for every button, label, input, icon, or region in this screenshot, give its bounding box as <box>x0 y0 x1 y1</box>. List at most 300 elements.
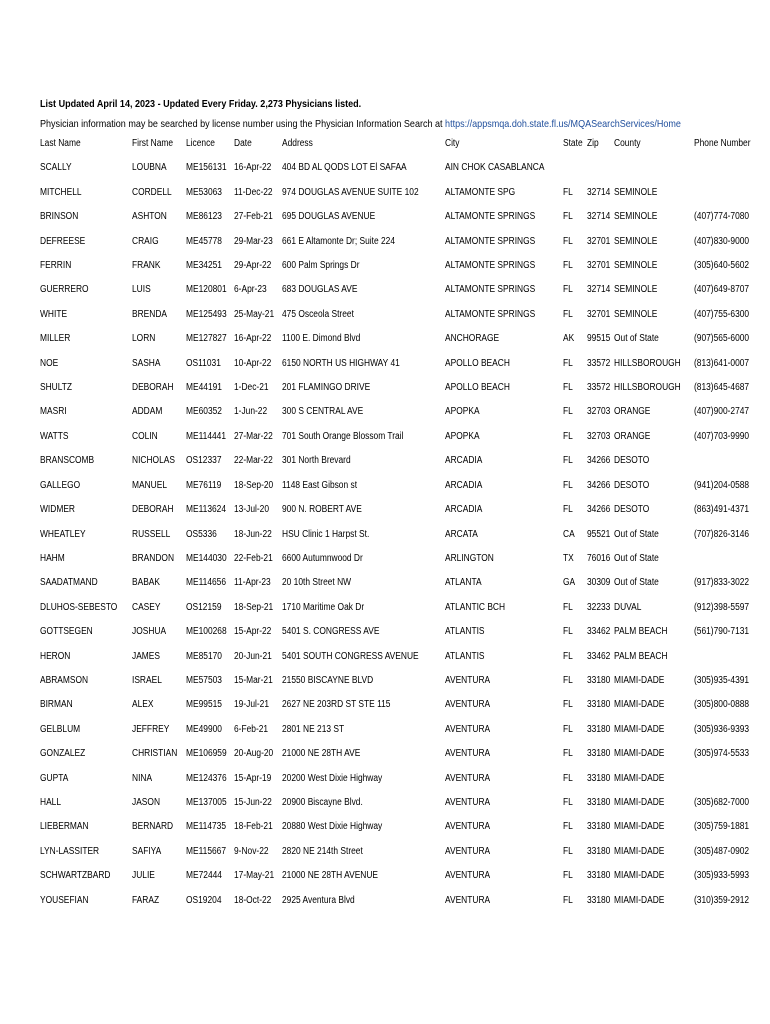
cell-text: FARAZ <box>132 894 160 906</box>
cell-text: ATLANTIS <box>444 650 485 662</box>
cell-first-name <box>132 596 186 620</box>
cell-text: CHRISTIAN <box>132 748 178 760</box>
cell-date <box>234 718 282 742</box>
cell-first-name <box>132 449 186 473</box>
cell-licence <box>186 523 234 547</box>
cell-state <box>563 718 586 742</box>
cell-text: (305)640-5602 <box>693 260 749 272</box>
cell-licence <box>186 303 234 327</box>
column-header-label: Address <box>282 138 313 149</box>
cell-text: JAMES <box>132 650 161 662</box>
cell-text: HALL <box>40 796 62 808</box>
cell-text: (561)790-7131 <box>693 626 749 638</box>
cell-first-name <box>132 205 186 229</box>
cell-text: MIAMI-DADE <box>614 845 665 857</box>
cell-text: ME144030 <box>185 552 227 564</box>
cell-text: APOPKA <box>444 406 480 418</box>
cell-zip <box>587 815 615 839</box>
cell-zip <box>587 205 615 229</box>
cell-text: 683 DOUGLAS AVE <box>282 284 358 296</box>
cell-county <box>614 571 693 595</box>
cell-last-name <box>40 645 132 669</box>
cell-county <box>614 376 693 400</box>
cell-last-name <box>40 547 132 571</box>
cell-text: SASHA <box>132 357 161 369</box>
cell-first-name <box>132 718 186 742</box>
cell-city <box>445 742 563 766</box>
cell-text: GUERRERO <box>40 284 89 296</box>
cell-date <box>234 864 282 888</box>
cell-phone-number <box>694 181 761 205</box>
cell-text: ANCHORAGE <box>444 333 499 345</box>
cell-county <box>614 645 693 669</box>
cell-text: DESOTO <box>614 504 650 516</box>
cell-zip <box>587 596 615 620</box>
cell-state <box>563 596 586 620</box>
cell-text: MANUEL <box>132 479 168 491</box>
cell-state <box>563 864 586 888</box>
cell-phone-number <box>694 278 761 302</box>
cell-text: 1148 East Gibson st <box>282 479 358 491</box>
cell-phone-number <box>694 815 761 839</box>
cell-licence <box>186 425 234 449</box>
cell-text: (863)491-4371 <box>693 504 749 516</box>
cell-phone-number <box>694 645 761 669</box>
cell-state <box>563 205 586 229</box>
cell-date <box>234 278 282 302</box>
cell-text: MIAMI-DADE <box>614 894 665 906</box>
cell-text: 21000 NE 28TH AVE <box>282 748 361 760</box>
cell-state <box>563 693 586 717</box>
cell-state <box>563 230 586 254</box>
cell-text: ME45778 <box>185 235 222 247</box>
table-row <box>40 791 761 815</box>
cell-city <box>445 547 563 571</box>
cell-text: ME127827 <box>185 333 227 345</box>
cell-text: LYN-LASSITER <box>40 845 100 857</box>
cell-zip <box>587 571 615 595</box>
cell-text: 21550 BISCAYNE BLVD <box>282 674 374 686</box>
column-header-licence <box>186 132 234 156</box>
cell-last-name <box>40 425 132 449</box>
cell-text: FL <box>563 626 574 638</box>
cell-text: ME113624 <box>185 504 226 516</box>
cell-text: (912)398-5597 <box>693 601 749 613</box>
cell-text: 20-Jun-21 <box>234 650 273 662</box>
cell-address <box>282 523 445 547</box>
cell-state <box>563 840 586 864</box>
cell-text: 15-Mar-21 <box>234 674 274 686</box>
cell-licence <box>186 547 234 571</box>
cell-text: APOPKA <box>444 430 480 442</box>
cell-text: AVENTURA <box>444 796 490 808</box>
cell-text: 18-Sep-21 <box>234 601 274 613</box>
cell-city <box>445 449 563 473</box>
cell-last-name <box>40 400 132 424</box>
cell-first-name <box>132 742 186 766</box>
cell-first-name <box>132 791 186 815</box>
cell-phone-number <box>694 620 761 644</box>
cell-text: ME44191 <box>185 382 222 394</box>
cell-text: SEMINOLE <box>614 186 658 198</box>
cell-text: (917)833-3022 <box>693 577 749 589</box>
cell-county <box>614 498 693 522</box>
cell-text: LUIS <box>132 284 151 296</box>
cell-last-name <box>40 693 132 717</box>
cell-text: 32701 <box>586 235 610 247</box>
cell-text: ALTAMONTE SPRINGS <box>444 260 536 272</box>
cell-text: FERRIN <box>40 260 72 272</box>
cell-text: AVENTURA <box>444 723 490 735</box>
column-header-city <box>445 132 563 156</box>
cell-address <box>282 474 445 498</box>
cell-text: 34266 <box>586 479 610 491</box>
cell-first-name <box>132 400 186 424</box>
cell-licence <box>186 669 234 693</box>
cell-first-name <box>132 547 186 571</box>
cell-text: TX <box>563 552 574 564</box>
cell-first-name <box>132 767 186 791</box>
table-row <box>40 840 761 864</box>
cell-last-name <box>40 205 132 229</box>
cell-licence <box>186 571 234 595</box>
cell-text: 900 N. ROBERT AVE <box>282 504 362 516</box>
cell-first-name <box>132 474 186 498</box>
cell-date <box>234 596 282 620</box>
table-row <box>40 645 761 669</box>
cell-phone-number <box>694 449 761 473</box>
cell-licence <box>186 596 234 620</box>
cell-text: 1100 E. Dimond Blvd <box>282 333 361 345</box>
cell-text: 20880 West Dixie Highway <box>282 821 383 833</box>
cell-zip <box>587 523 615 547</box>
cell-zip <box>587 327 615 351</box>
cell-text: ME99515 <box>185 699 222 711</box>
cell-text: SEMINOLE <box>614 235 658 247</box>
column-header-label: County <box>614 138 641 149</box>
cell-address <box>282 254 445 278</box>
cell-zip <box>587 400 615 424</box>
cell-date <box>234 352 282 376</box>
cell-address <box>282 693 445 717</box>
cell-phone-number <box>694 156 761 180</box>
cell-phone-number <box>694 474 761 498</box>
cell-text: 27-Mar-22 <box>234 430 274 442</box>
cell-text: 11-Dec-22 <box>234 186 273 198</box>
cell-text: MIAMI-DADE <box>614 796 665 808</box>
cell-text: BERNARD <box>132 821 174 833</box>
cell-date <box>234 840 282 864</box>
cell-city <box>445 571 563 595</box>
cell-phone-number <box>694 254 761 278</box>
cell-text: FL <box>563 479 574 491</box>
cell-text: FL <box>563 260 574 272</box>
search-note <box>40 116 681 132</box>
cell-county <box>614 620 693 644</box>
cell-text: DESOTO <box>614 479 650 491</box>
cell-text: SEMINOLE <box>614 284 658 296</box>
cell-text: BABAK <box>132 577 161 589</box>
cell-county <box>614 156 693 180</box>
cell-zip <box>587 791 615 815</box>
cell-text: 32701 <box>586 308 610 320</box>
table-row <box>40 278 761 302</box>
cell-city <box>445 596 563 620</box>
cell-address <box>282 205 445 229</box>
cell-text: 34266 <box>586 455 610 467</box>
cell-text: SEMINOLE <box>614 260 658 272</box>
cell-text: ME72444 <box>185 870 222 882</box>
cell-date <box>234 889 282 913</box>
cell-text: Out of State <box>614 333 660 345</box>
cell-county <box>614 474 693 498</box>
cell-licence <box>186 449 234 473</box>
cell-text: 27-Feb-21 <box>234 211 274 223</box>
cell-date <box>234 181 282 205</box>
cell-text: FL <box>563 796 574 808</box>
cell-text: ARCATA <box>444 528 478 540</box>
cell-state <box>563 620 586 644</box>
cell-state <box>563 571 586 595</box>
cell-text: ME49900 <box>185 723 222 735</box>
cell-state <box>563 425 586 449</box>
cell-text: 32714 <box>586 284 610 296</box>
cell-state <box>563 669 586 693</box>
cell-text: 20 10th Street NW <box>282 577 352 589</box>
cell-text: 20900 Biscayne Blvd. <box>282 796 363 808</box>
column-header-label: City <box>444 138 460 149</box>
cell-text: MITCHELL <box>40 186 82 198</box>
cell-text: WHITE <box>40 308 68 320</box>
cell-first-name <box>132 889 186 913</box>
cell-text: 5401 SOUTH CONGRESS AVENUE <box>282 650 419 662</box>
cell-phone-number <box>694 230 761 254</box>
cell-text: BRANDON <box>132 552 175 564</box>
cell-phone-number <box>694 791 761 815</box>
cell-text: (813)641-0007 <box>693 357 749 369</box>
cell-last-name <box>40 498 132 522</box>
cell-text: 33572 <box>586 382 610 394</box>
cell-last-name <box>40 571 132 595</box>
cell-state <box>563 523 586 547</box>
cell-phone-number <box>694 840 761 864</box>
cell-licence <box>186 230 234 254</box>
cell-phone-number <box>694 889 761 913</box>
cell-state <box>563 889 586 913</box>
cell-address <box>282 547 445 571</box>
cell-text: ASHTON <box>132 211 167 223</box>
cell-text: FL <box>563 382 574 394</box>
cell-text: GUPTA <box>40 772 69 784</box>
cell-city <box>445 474 563 498</box>
cell-text: (305)974-5533 <box>693 748 749 760</box>
cell-text: 76016 <box>586 552 610 564</box>
cell-date <box>234 449 282 473</box>
cell-city <box>445 156 563 180</box>
cell-address <box>282 181 445 205</box>
cell-first-name <box>132 864 186 888</box>
cell-last-name <box>40 596 132 620</box>
cell-text: NINA <box>132 772 153 784</box>
cell-text: 30309 <box>586 577 610 589</box>
cell-last-name <box>40 840 132 864</box>
cell-text: LORN <box>132 333 156 345</box>
cell-address <box>282 596 445 620</box>
cell-last-name <box>40 156 132 180</box>
table-row <box>40 523 761 547</box>
cell-text: HAHM <box>40 552 65 564</box>
cell-licence <box>186 498 234 522</box>
cell-text: (407)830-9000 <box>693 235 749 247</box>
cell-date <box>234 205 282 229</box>
cell-text: (305)936-9393 <box>693 723 749 735</box>
cell-city <box>445 523 563 547</box>
cell-text: FL <box>563 699 574 711</box>
cell-text: 33462 <box>586 650 610 662</box>
cell-text: 95521 <box>586 528 610 540</box>
cell-city <box>445 181 563 205</box>
cell-first-name <box>132 571 186 595</box>
cell-text: ME137005 <box>185 796 227 808</box>
cell-last-name <box>40 718 132 742</box>
cell-address <box>282 327 445 351</box>
cell-text: PALM BEACH <box>614 626 668 638</box>
table-row <box>40 864 761 888</box>
cell-text: ARCADIA <box>444 504 483 516</box>
cell-text: 2820 NE 214th Street <box>282 845 363 857</box>
cell-phone-number <box>694 669 761 693</box>
cell-address <box>282 571 445 595</box>
cell-county <box>614 742 693 766</box>
cell-text: 33572 <box>586 357 610 369</box>
cell-last-name <box>40 449 132 473</box>
cell-state <box>563 278 586 302</box>
cell-zip <box>587 547 615 571</box>
cell-text: FL <box>563 211 574 223</box>
cell-last-name <box>40 327 132 351</box>
cell-text: 475 Osceola Street <box>282 308 355 320</box>
search-link[interactable]: https://appsmqa.doh.state.fl.us/MQASearchServices/Home <box>445 118 681 130</box>
cell-text: CASEY <box>132 601 161 613</box>
cell-city <box>445 791 563 815</box>
cell-text: MIAMI-DADE <box>614 870 665 882</box>
cell-text: ARCADIA <box>444 455 483 467</box>
cell-last-name <box>40 889 132 913</box>
cell-zip <box>587 425 615 449</box>
cell-text: AVENTURA <box>444 748 490 760</box>
cell-text: WHEATLEY <box>40 528 86 540</box>
cell-county <box>614 767 693 791</box>
cell-licence <box>186 889 234 913</box>
cell-licence <box>186 327 234 351</box>
cell-county <box>614 425 693 449</box>
cell-city <box>445 693 563 717</box>
column-header-state <box>563 132 586 156</box>
table-row <box>40 254 761 278</box>
cell-text: 974 DOUGLAS AVENUE SUITE 102 <box>282 186 419 198</box>
cell-licence <box>186 840 234 864</box>
cell-city <box>445 718 563 742</box>
cell-city <box>445 425 563 449</box>
cell-date <box>234 693 282 717</box>
cell-text: FL <box>563 674 574 686</box>
column-header-label: Phone Number <box>693 138 751 149</box>
cell-last-name <box>40 669 132 693</box>
cell-address <box>282 669 445 693</box>
cell-state <box>563 498 586 522</box>
cell-text: (707)826-3146 <box>693 528 749 540</box>
cell-city <box>445 498 563 522</box>
column-header-phone-number <box>694 132 761 156</box>
cell-city <box>445 230 563 254</box>
cell-address <box>282 815 445 839</box>
cell-address <box>282 230 445 254</box>
cell-county <box>614 693 693 717</box>
cell-text: 20200 West Dixie Highway <box>282 772 383 784</box>
cell-first-name <box>132 327 186 351</box>
cell-text: 33180 <box>586 796 610 808</box>
cell-text: (305)682-7000 <box>693 796 749 808</box>
cell-text: 33180 <box>586 748 610 760</box>
cell-text: NICHOLAS <box>132 455 176 467</box>
cell-state <box>563 449 586 473</box>
cell-county <box>614 840 693 864</box>
cell-text: 33180 <box>586 894 610 906</box>
cell-text: ME114656 <box>185 577 226 589</box>
cell-phone-number <box>694 523 761 547</box>
table-row <box>40 889 761 913</box>
cell-text: HILLSBOROUGH <box>614 357 682 369</box>
cell-text: SCALLY <box>40 162 72 174</box>
cell-text: (305)935-4391 <box>693 674 749 686</box>
cell-licence <box>186 742 234 766</box>
cell-text: BIRMAN <box>40 699 73 711</box>
cell-county <box>614 278 693 302</box>
cell-first-name <box>132 523 186 547</box>
cell-licence <box>186 278 234 302</box>
cell-city <box>445 254 563 278</box>
cell-text: AIN CHOK CASABLANCA <box>444 162 545 174</box>
cell-text: (407)755-6300 <box>693 308 749 320</box>
cell-phone-number <box>694 571 761 595</box>
cell-text: 29-Apr-22 <box>234 260 272 272</box>
cell-text: OS12337 <box>185 455 222 467</box>
cell-county <box>614 718 693 742</box>
cell-text: MIAMI-DADE <box>614 772 665 784</box>
cell-text: FL <box>563 894 574 906</box>
cell-city <box>445 840 563 864</box>
cell-text: FL <box>563 821 574 833</box>
cell-text: ME125493 <box>185 308 227 320</box>
cell-zip <box>587 840 615 864</box>
cell-text: LIEBERMAN <box>40 821 89 833</box>
cell-county <box>614 815 693 839</box>
column-header-label: Date <box>234 138 253 149</box>
cell-text: 32701 <box>586 260 610 272</box>
cell-text: HERON <box>40 650 71 662</box>
cell-text: DEBORAH <box>132 382 174 394</box>
cell-text: 6-Feb-21 <box>234 723 269 735</box>
cell-text: 18-Jun-22 <box>234 528 273 540</box>
cell-state <box>563 400 586 424</box>
cell-first-name <box>132 303 186 327</box>
cell-date <box>234 156 282 180</box>
cell-zip <box>587 742 615 766</box>
cell-text: 33180 <box>586 723 610 735</box>
cell-zip <box>587 156 615 180</box>
cell-text: ALTAMONTE SPRINGS <box>444 235 536 247</box>
cell-zip <box>587 474 615 498</box>
